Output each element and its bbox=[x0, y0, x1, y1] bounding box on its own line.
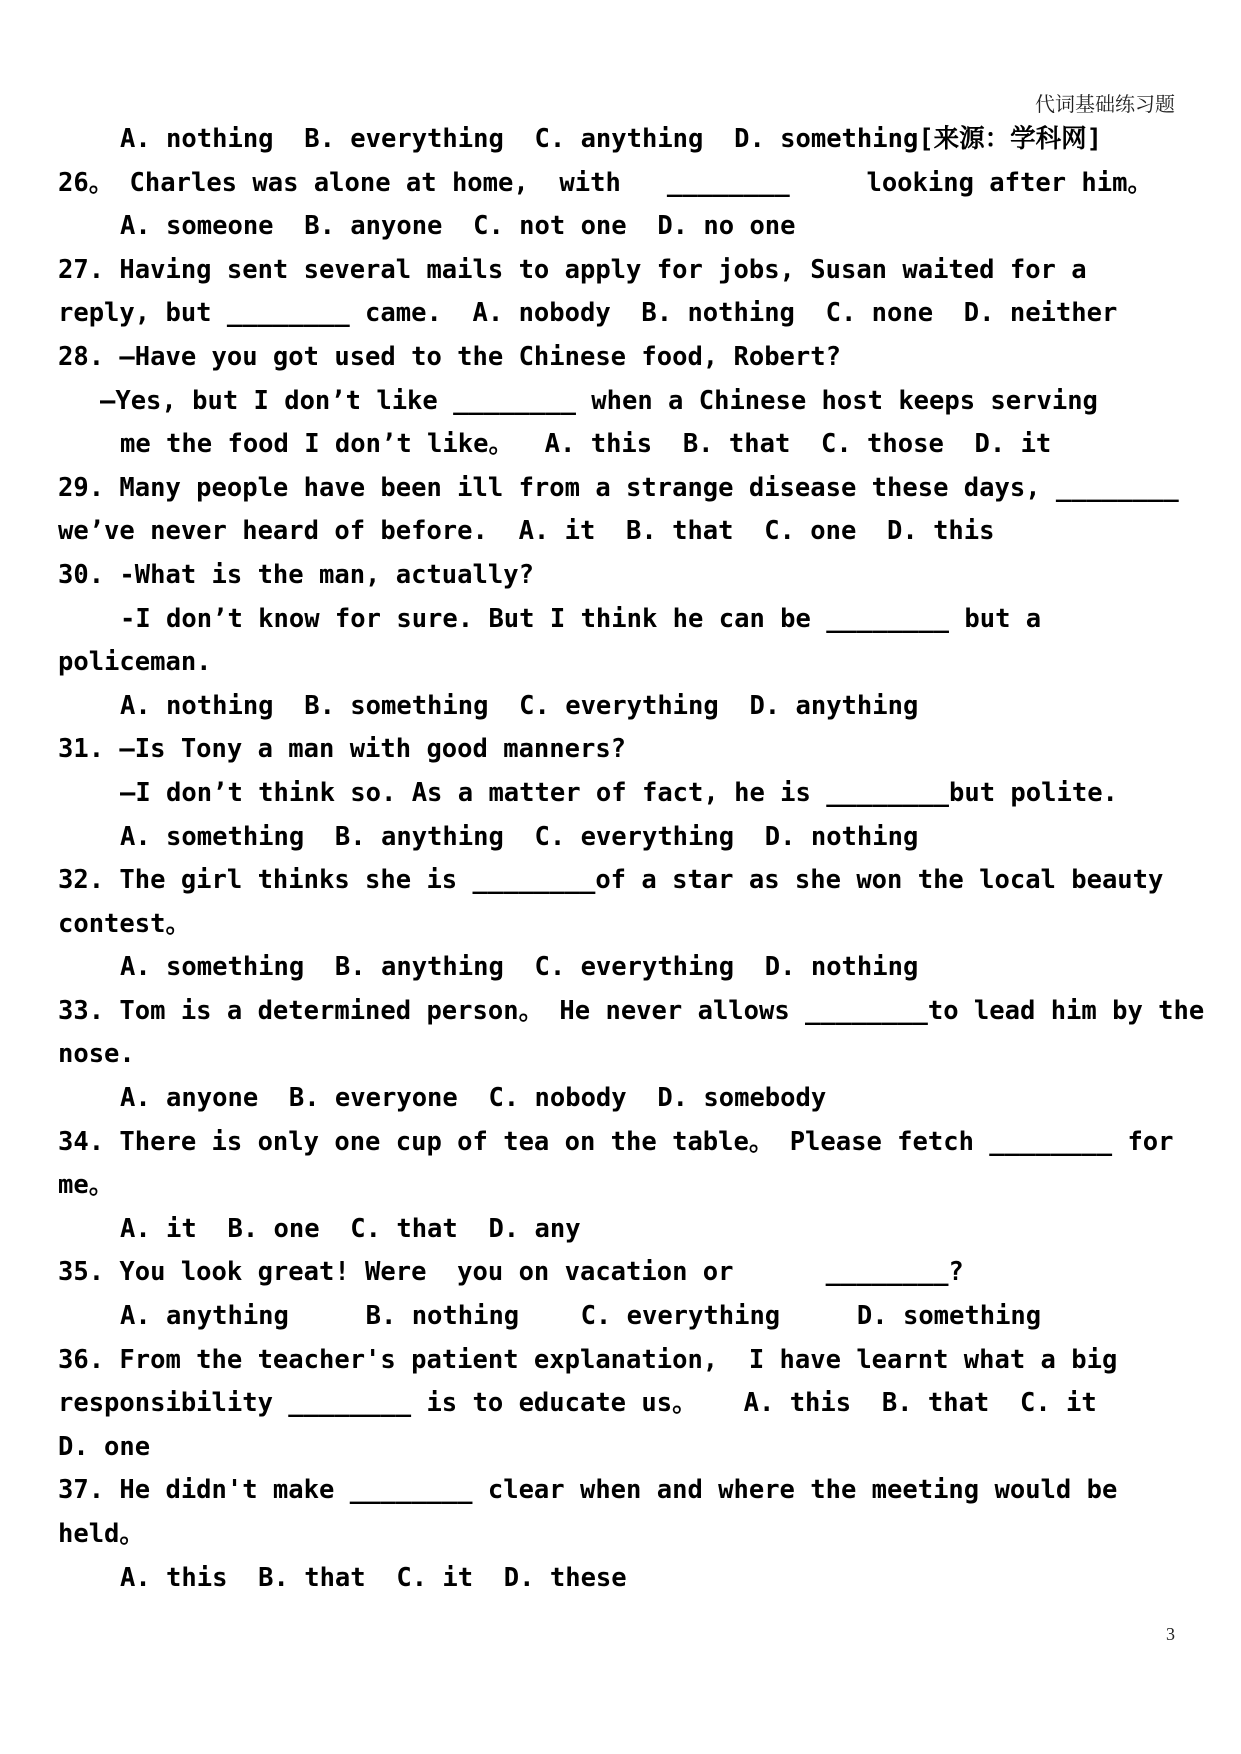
text-line: me the food I don’t like。 A. this B. that C. those D. it bbox=[120, 429, 1052, 460]
question-29: 29. Many people have been ill from a strange disease these days, ________ bbox=[58, 472, 1179, 503]
question-32: 32. The girl thinks she is ________of a star as she won the local beauty bbox=[58, 865, 1164, 896]
question-35: 35. You look great! Were you on vacation or ________? bbox=[58, 1257, 964, 1288]
page-number: 3 bbox=[1166, 1624, 1175, 1644]
text-line: reply, but ________ came. A. nobody B. nothing C. none D. neither bbox=[58, 298, 1118, 329]
text-line: A. anything B. nothing C. everything D. something bbox=[120, 1301, 1042, 1332]
text-line: A. nothing B. everything C. anything D. something[来源：学科网] bbox=[120, 124, 1103, 154]
question-36: 36. From the teacher's patient explanation, I have learnt what a big bbox=[58, 1344, 1118, 1375]
exercise-content bbox=[58, 118, 1204, 1600]
question-33: 33. Tom is a determined person。 He never allows ________to lead him by the bbox=[58, 995, 1205, 1026]
question-26: 26。 Charles was alone at home, with ________ looking after him。 bbox=[58, 167, 1153, 198]
text-line: we’ve never heard of before. A. it B. that C. one D. this bbox=[58, 516, 995, 547]
text-line: A. something B. anything C. everything D. nothing bbox=[120, 821, 919, 852]
text-line: contest。 bbox=[58, 908, 191, 939]
question-27: 27. Having sent several mails to apply for jobs, Susan waited for a bbox=[58, 254, 1087, 285]
text-line: —I don’t think so. As a matter of fact, he is ________but polite. bbox=[120, 777, 1118, 808]
text-line: me。 bbox=[58, 1170, 115, 1201]
question-30: 30. -What is the man, actually? bbox=[58, 559, 534, 590]
text-line: responsibility ________ is to educate us。 A. this B. that C. it bbox=[58, 1388, 1097, 1419]
page-header: 代词基础练习题 bbox=[1035, 92, 1175, 116]
text-line: -I don’t know for sure. But I think he can be ________ but a bbox=[120, 603, 1042, 634]
question-31: 31. —Is Tony a man with good manners? bbox=[58, 734, 627, 765]
question-28: 28. —Have you got used to the Chinese food, Robert? bbox=[58, 341, 841, 372]
text-line: A. this B. that C. it D. these bbox=[120, 1562, 627, 1593]
question-37: 37. He didn't make ________ clear when and where the meeting would be bbox=[58, 1475, 1118, 1506]
text-line: A. it B. one C. that D. any bbox=[120, 1213, 581, 1244]
text-line: A. someone B. anyone C. not one D. no one bbox=[120, 211, 796, 242]
text-line: A. something B. anything C. everything D. nothing bbox=[120, 952, 919, 983]
text-line: nose. bbox=[58, 1039, 135, 1070]
text-line: A. nothing B. something C. everything D. anything bbox=[120, 690, 919, 721]
question-34: 34. There is only one cup of tea on the table。 Please fetch ________ for bbox=[58, 1126, 1174, 1157]
text-line: A. anyone B. everyone C. nobody D. somebody bbox=[120, 1083, 827, 1114]
text-line: D. one bbox=[58, 1431, 151, 1462]
text-line: —Yes, but I don’t like ________ when a Chinese host keeps serving bbox=[100, 385, 1098, 416]
text-line: held。 bbox=[58, 1519, 145, 1549]
text-line: policeman. bbox=[58, 647, 212, 678]
